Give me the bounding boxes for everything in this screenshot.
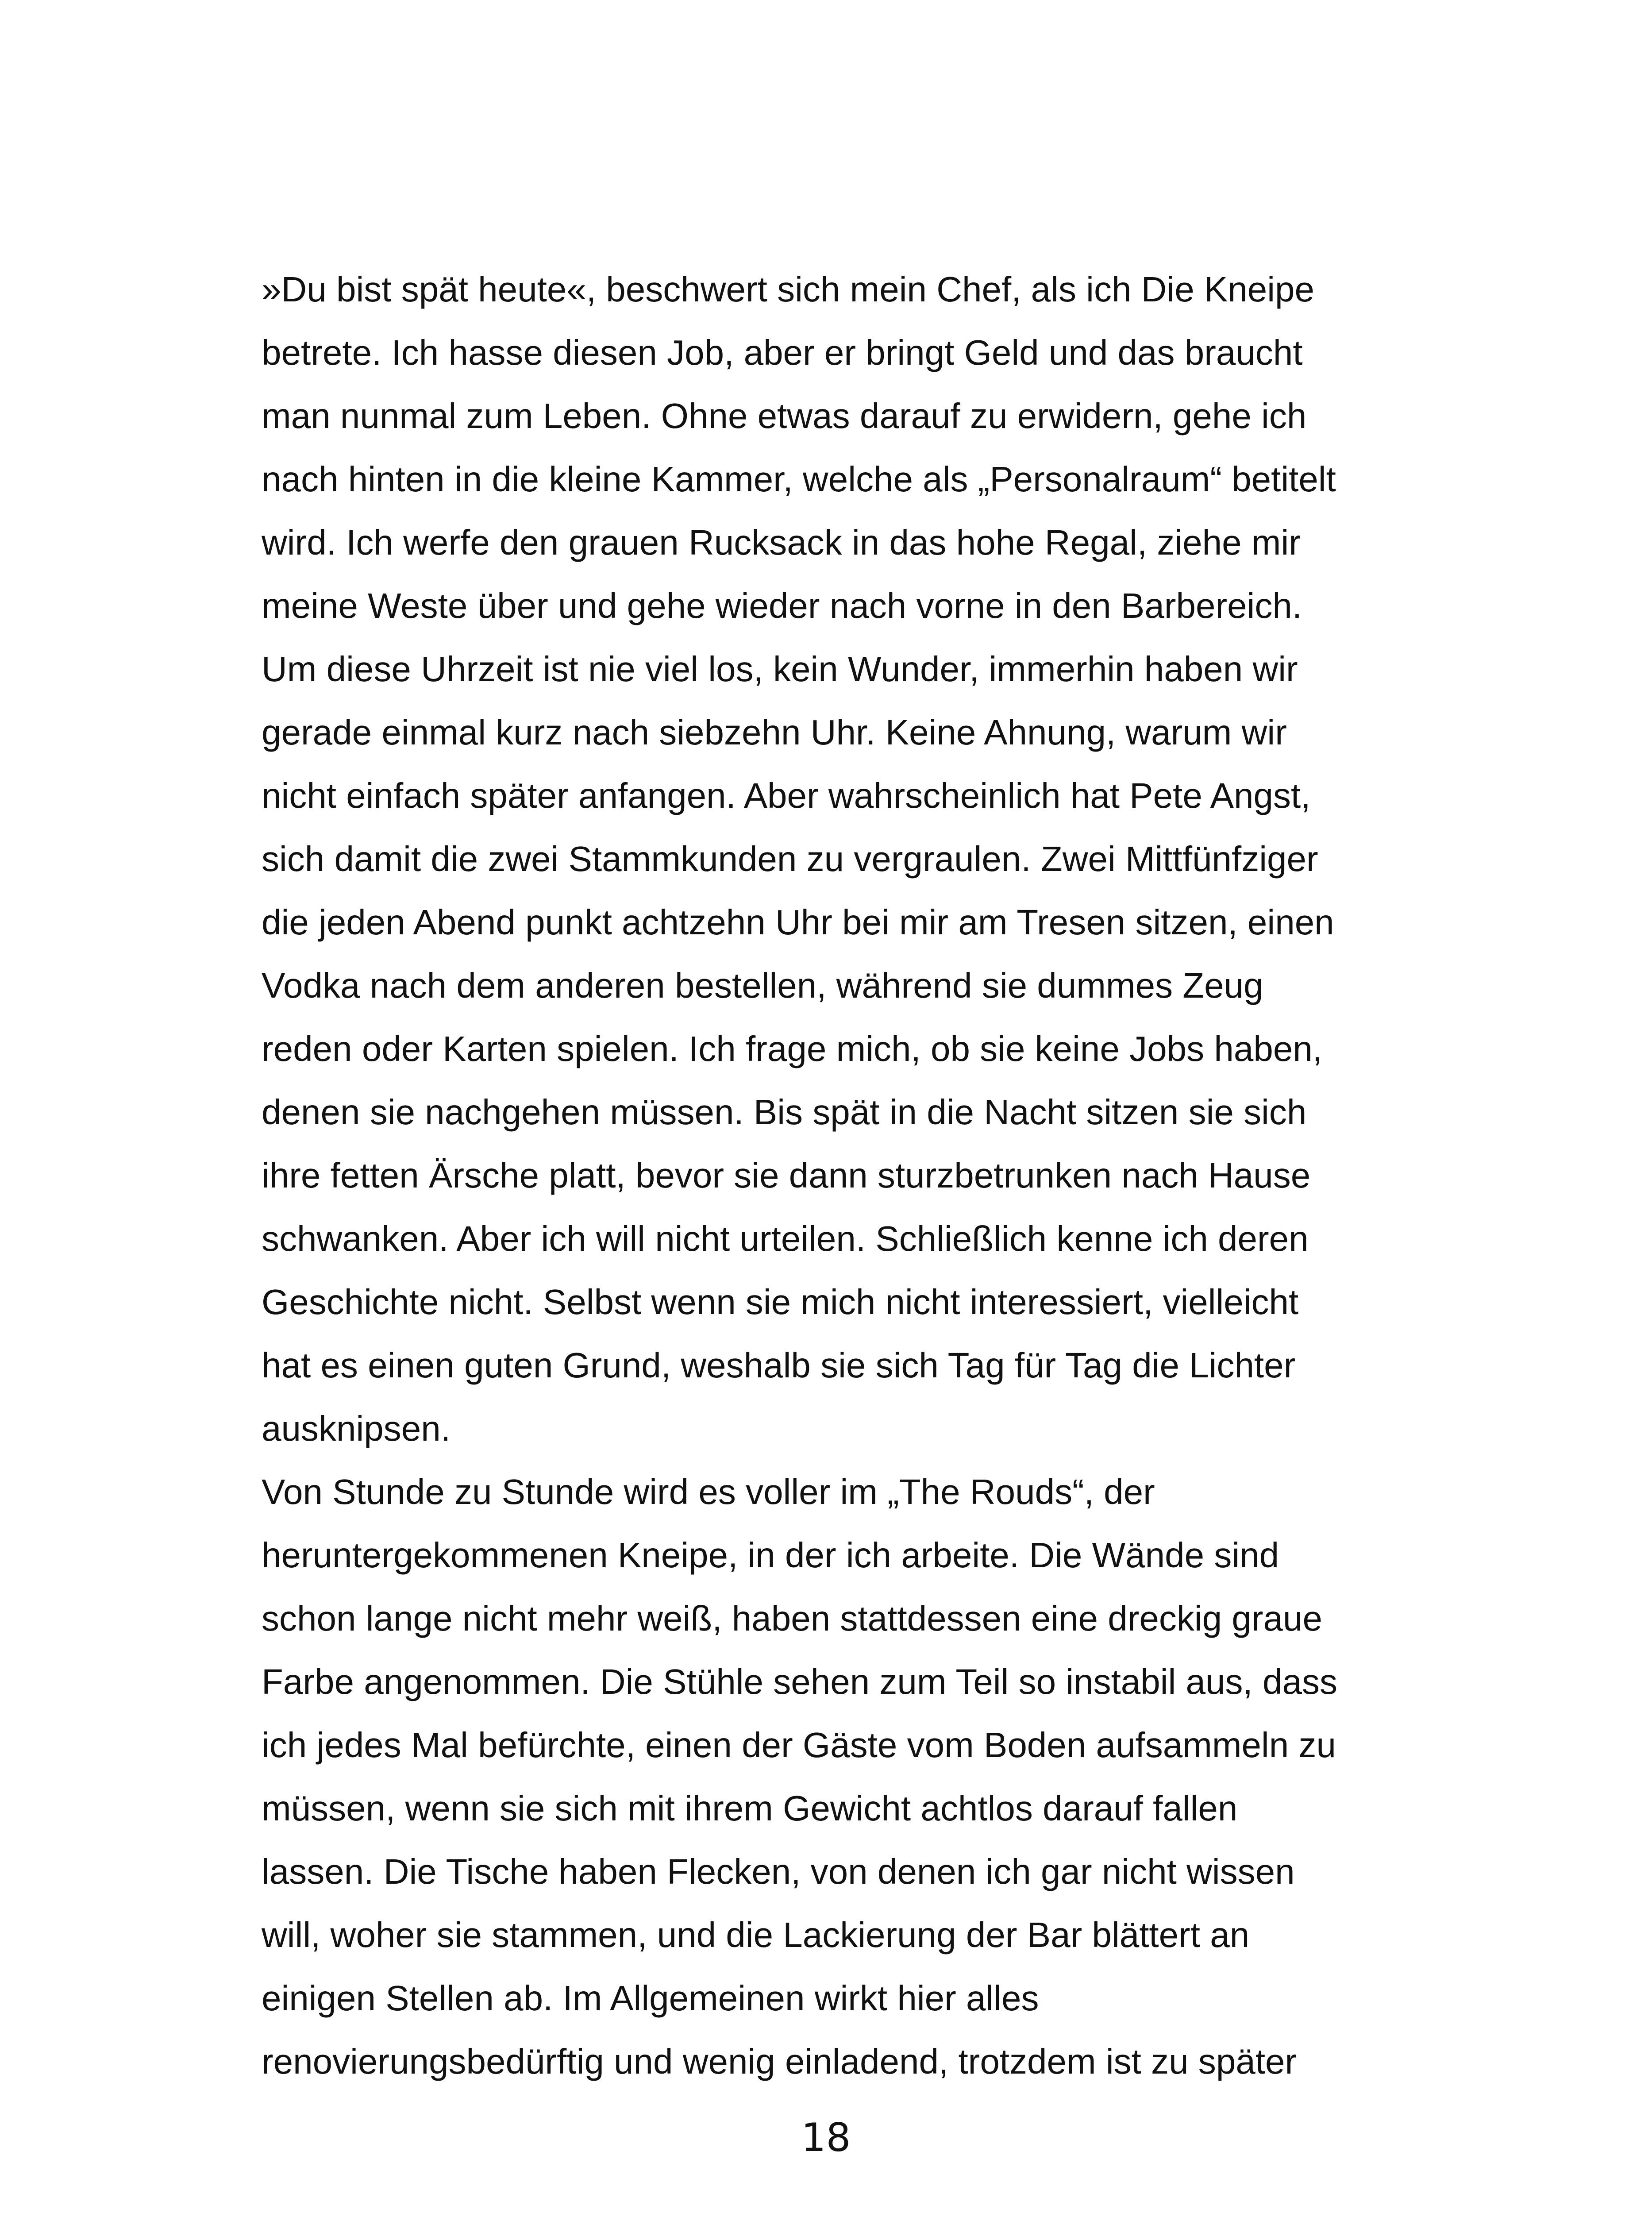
text-line: die jeden Abend punkt achtzehn Uhr bei mir am Tresen sitzen, einen xyxy=(262,902,1334,942)
text-line: reden oder Karten spielen. Ich frage mich, ob sie keine Jobs haben, xyxy=(262,1029,1323,1068)
text-line: meine Weste über und gehe wieder nach vorne in den Barbereich. xyxy=(262,586,1302,625)
text-line: Farbe angenommen. Die Stühle sehen zum Teil so instabil aus, dass xyxy=(262,1662,1337,1701)
text-line: Vodka nach dem anderen bestellen, während sie dummes Zeug xyxy=(262,966,1263,1005)
text-line: ich jedes Mal befürchte, einen der Gäste vom Boden aufsammeln zu xyxy=(262,1725,1336,1765)
text-line: schon lange nicht mehr weiß, haben stattdessen eine dreckig graue xyxy=(262,1599,1322,1638)
text-line: nicht einfach später anfangen. Aber wahrscheinlich hat Pete Angst, xyxy=(262,776,1311,815)
text-line: ihre fetten Ärsche platt, bevor sie dann sturzbetrunken nach Hause xyxy=(262,1156,1311,1195)
text-line: ausknipsen. xyxy=(262,1409,451,1448)
body-text xyxy=(262,258,1394,2093)
text-line: man nunmal zum Leben. Ohne etwas darauf zu erwidern, gehe ich xyxy=(262,396,1307,436)
text-line: betrete. Ich hasse diesen Job, aber er bringt Geld und das braucht xyxy=(262,333,1303,372)
text-line: nach hinten in die kleine Kammer, welche als „Personalraum“ betitelt xyxy=(262,459,1336,499)
text-line: Von Stunde zu Stunde wird es voller im „The Rouds“, der xyxy=(262,1472,1155,1511)
text-line: Geschichte nicht. Selbst wenn sie mich nicht interessiert, vielleicht xyxy=(262,1282,1299,1322)
page-number: 18 xyxy=(801,2115,851,2160)
text-line: heruntergekommenen Kneipe, in der ich arbeite. Die Wände sind xyxy=(262,1535,1279,1575)
text-line: müssen, wenn sie sich mit ihrem Gewicht achtlos darauf fallen xyxy=(262,1789,1238,1828)
text-line: schwanken. Aber ich will nicht urteilen. Schließlich kenne ich deren xyxy=(262,1219,1309,1258)
text-line: »Du bist spät heute«, beschwert sich mein Chef, als ich Die Kneipe xyxy=(262,270,1315,309)
text-line: wird. Ich werfe den grauen Rucksack in das hohe Regal, ziehe mir xyxy=(262,523,1301,562)
text-line: hat es einen guten Grund, weshalb sie sich Tag für Tag die Lichter xyxy=(262,1346,1296,1385)
text-line: will, woher sie stammen, und die Lackierung der Bar blättert an xyxy=(262,1915,1250,1955)
text-line: einigen Stellen ab. Im Allgemeinen wirkt hier alles xyxy=(262,1978,1039,2018)
text-line: denen sie nachgehen müssen. Bis spät in die Nacht sitzen sie sich xyxy=(262,1092,1307,1132)
text-line: Um diese Uhrzeit ist nie viel los, kein Wunder, immerhin haben wir xyxy=(262,649,1298,689)
text-line: gerade einmal kurz nach siebzehn Uhr. Keine Ahnung, warum wir xyxy=(262,713,1287,752)
text-line: renovierungsbedürftig und wenig einladend, trotzdem ist zu später xyxy=(262,2042,1297,2081)
text-line: lassen. Die Tische haben Flecken, von denen ich gar nicht wissen xyxy=(262,1852,1295,1891)
text-line: sich damit die zwei Stammkunden zu vergraulen. Zwei Mittfünfziger xyxy=(262,839,1318,879)
